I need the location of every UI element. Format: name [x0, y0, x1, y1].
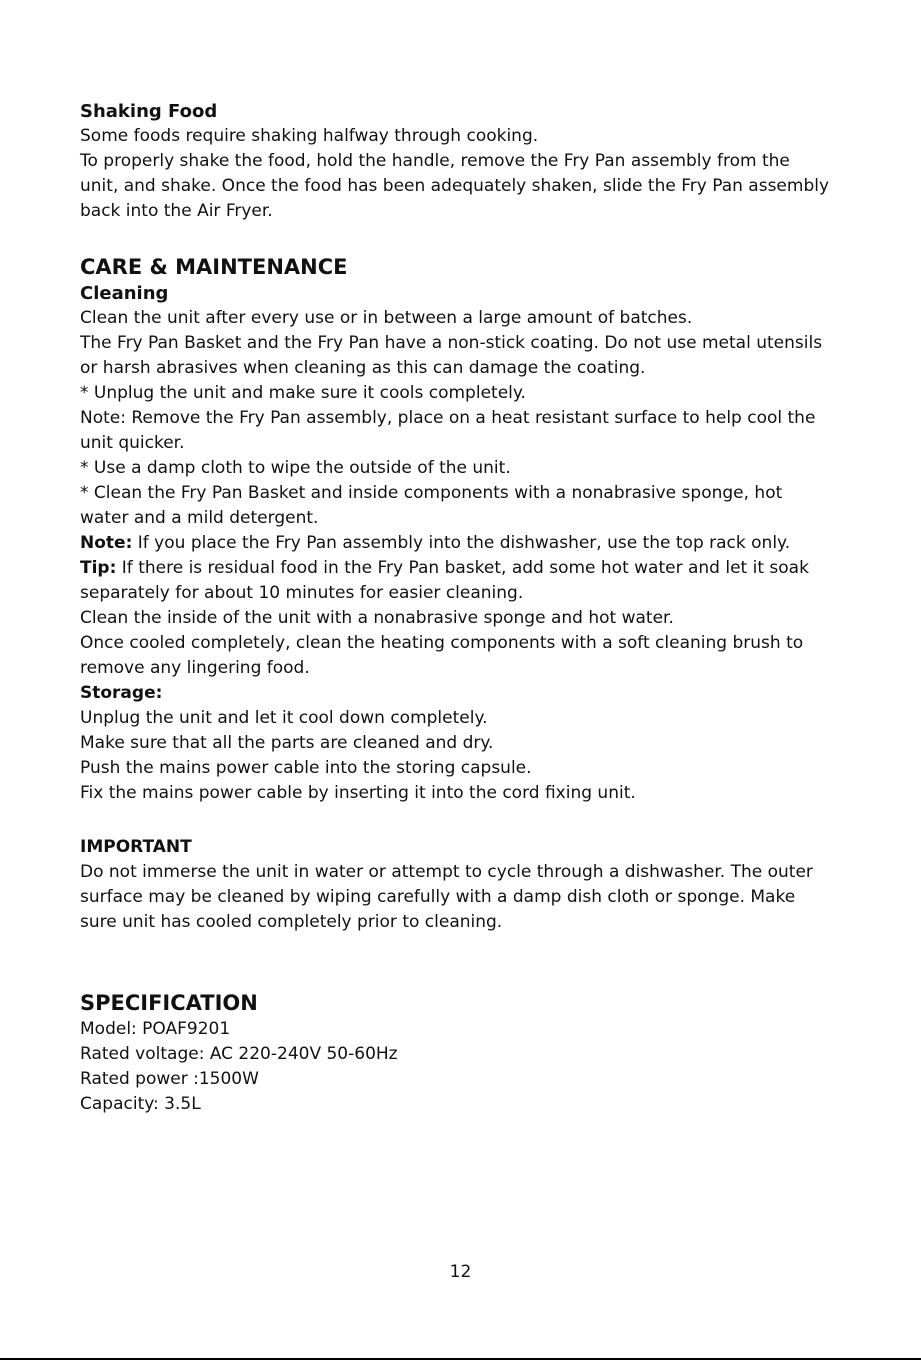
cleaning-line: Clean the unit after every use or in between a large amount of batches.	[80, 308, 693, 328]
cleaning-line: Clean the inside of the unit with a nonabrasive sponge and hot water.	[80, 608, 674, 628]
shaking-line: unit, and shake. Once the food has been adequately shaken, slide the Fry Pan assembly	[80, 176, 830, 196]
storage-line: Unplug the unit and let it cool down completely.	[80, 708, 488, 728]
cleaning-line: remove any lingering food.	[80, 658, 310, 678]
care-maintenance-section	[80, 253, 860, 806]
cleaning-line: separately for about 10 minutes for easier cleaning.	[80, 583, 524, 603]
spec-line: Rated voltage: AC 220-240V 50-60Hz	[80, 1044, 398, 1064]
note-line	[80, 531, 860, 556]
important-line: Do not immerse the unit in water or attempt to cycle through a dishwasher. The outer	[80, 862, 813, 882]
bottom-border-line	[0, 1358, 921, 1360]
shaking-line: back into the Air Fryer.	[80, 201, 273, 221]
tip-label: Tip:	[80, 558, 117, 578]
cleaning-line: or harsh abrasives when cleaning as this can damage the coating.	[80, 358, 646, 378]
shaking-line: To properly shake the food, hold the handle, remove the Fry Pan assembly from the	[80, 151, 790, 171]
tip-line	[80, 556, 860, 581]
cleaning-line: * Clean the Fry Pan Basket and inside components with a nonabrasive sponge, hot	[80, 483, 783, 503]
cleaning-line: Once cooled completely, clean the heating components with a soft cleaning brush to	[80, 633, 804, 653]
spec-line: Model: POAF9201	[80, 1019, 231, 1039]
cleaning-line: * Use a damp cloth to wipe the outside of the unit.	[80, 458, 511, 478]
note-text: If you place the Fry Pan assembly into the dishwasher, use the top rack only.	[132, 533, 791, 553]
specification-section	[80, 989, 860, 1117]
care-maintenance-heading: CARE & MAINTENANCE	[80, 255, 348, 279]
shaking-food-heading: Shaking Food	[80, 101, 218, 122]
important-section	[80, 835, 860, 935]
cleaning-heading: Cleaning	[80, 283, 169, 304]
specification-heading: SPECIFICATION	[80, 991, 258, 1015]
cleaning-line: The Fry Pan Basket and the Fry Pan have a non-stick coating. Do not use metal utensils	[80, 333, 823, 353]
shaking-line: Some foods require shaking halfway through cooking.	[80, 126, 539, 146]
storage-line: Push the mains power cable into the storing capsule.	[80, 758, 532, 778]
tip-text: If there is residual food in the Fry Pan basket, add some hot water and let it soak	[116, 558, 809, 578]
cleaning-line: Note: Remove the Fry Pan assembly, place on a heat resistant surface to help cool the	[80, 408, 816, 428]
note-label: Note:	[80, 533, 133, 553]
shaking-food-section	[80, 99, 860, 224]
cleaning-line: * Unplug the unit and make sure it cools completely.	[80, 383, 526, 403]
spec-line: Rated power :1500W	[80, 1069, 259, 1089]
spec-line: Capacity: 3.5L	[80, 1094, 201, 1114]
storage-heading: Storage:	[80, 683, 163, 703]
cleaning-line: water and a mild detergent.	[80, 508, 319, 528]
important-heading: IMPORTANT	[80, 837, 192, 857]
important-line: sure unit has cooled completely prior to cleaning.	[80, 912, 503, 932]
page-number: 12	[449, 1262, 472, 1282]
important-line: surface may be cleaned by wiping carefully with a damp dish cloth or sponge. Make	[80, 887, 796, 907]
storage-line: Fix the mains power cable by inserting it into the cord fixing unit.	[80, 783, 636, 803]
storage-line: Make sure that all the parts are cleaned and dry.	[80, 733, 494, 753]
cleaning-line: unit quicker.	[80, 433, 185, 453]
